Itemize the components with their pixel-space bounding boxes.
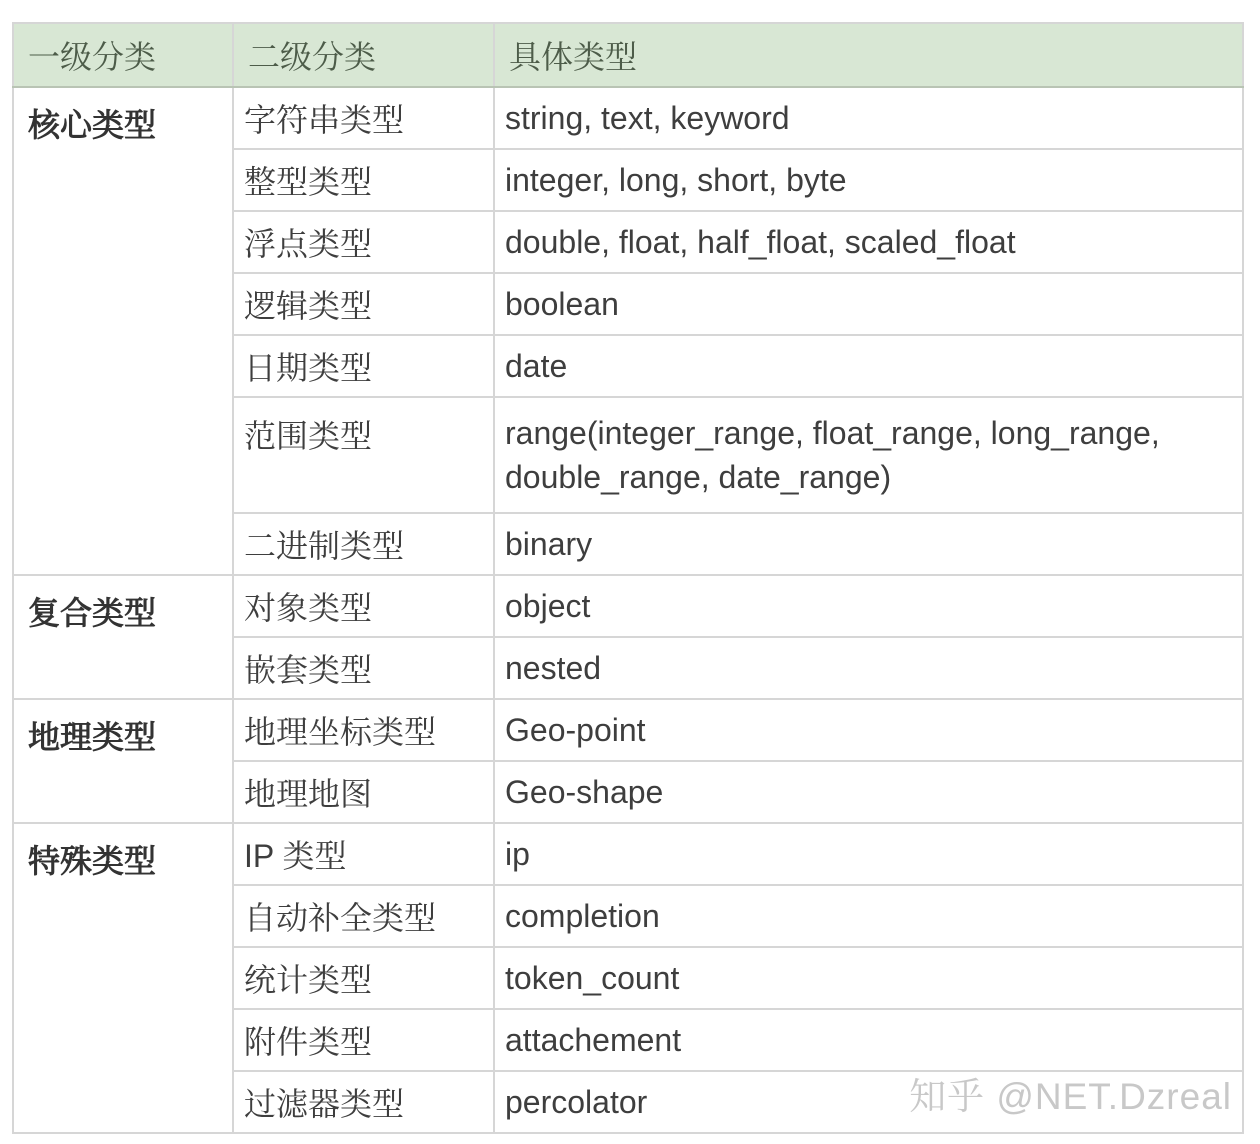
subcategory-cell: IP 类型 bbox=[233, 823, 494, 885]
types-cell: string, text, keyword bbox=[494, 87, 1243, 149]
subcategory-cell: 地理坐标类型 bbox=[233, 699, 494, 761]
subcategory-cell: 浮点类型 bbox=[233, 211, 494, 273]
watermark-text: 知乎 @NET.Dzreal bbox=[909, 1076, 1232, 1117]
subcategory-cell: 自动补全类型 bbox=[233, 885, 494, 947]
types-cell: Geo-shape bbox=[494, 761, 1243, 823]
types-cell: integer, long, short, byte bbox=[494, 149, 1243, 211]
subcategory-cell: 对象类型 bbox=[233, 575, 494, 637]
types-cell: token_count bbox=[494, 947, 1243, 1009]
column-header-level2: 二级分类 bbox=[233, 23, 494, 87]
subcategory-cell: 整型类型 bbox=[233, 149, 494, 211]
subcategory-cell: 附件类型 bbox=[233, 1009, 494, 1071]
data-types-table bbox=[12, 22, 1244, 1134]
types-cell: Geo-point bbox=[494, 699, 1243, 761]
watermark bbox=[909, 1066, 1232, 1120]
category-cell-core: 核心类型 bbox=[13, 87, 233, 575]
subcategory-cell: 二进制类型 bbox=[233, 513, 494, 575]
subcategory-cell: 统计类型 bbox=[233, 947, 494, 1009]
types-cell: boolean bbox=[494, 273, 1243, 335]
types-cell: percolator bbox=[494, 1071, 1243, 1133]
table-row bbox=[13, 699, 1243, 761]
types-cell: date bbox=[494, 335, 1243, 397]
category-cell-composite: 复合类型 bbox=[13, 575, 233, 699]
types-cell: object bbox=[494, 575, 1243, 637]
types-cell: ip bbox=[494, 823, 1243, 885]
header-row bbox=[13, 23, 1243, 87]
types-cell: binary bbox=[494, 513, 1243, 575]
subcategory-cell: 过滤器类型 bbox=[233, 1071, 494, 1133]
table-row bbox=[13, 823, 1243, 885]
column-header-types: 具体类型 bbox=[494, 23, 1243, 87]
subcategory-cell: 范围类型 bbox=[233, 397, 494, 513]
types-cell: double, float, half_float, scaled_float bbox=[494, 211, 1243, 273]
subcategory-cell: 日期类型 bbox=[233, 335, 494, 397]
subcategory-cell: 嵌套类型 bbox=[233, 637, 494, 699]
subcategory-cell: 逻辑类型 bbox=[233, 273, 494, 335]
types-cell: attachement bbox=[494, 1009, 1243, 1071]
types-cell: range(integer_range, float_range, long_range, double_range, date_range) bbox=[494, 397, 1243, 513]
types-cell: completion bbox=[494, 885, 1243, 947]
table-row bbox=[13, 87, 1243, 149]
types-cell: nested bbox=[494, 637, 1243, 699]
category-cell-geo: 地理类型 bbox=[13, 699, 233, 823]
category-cell-special: 特殊类型 bbox=[13, 823, 233, 1133]
subcategory-cell: 地理地图 bbox=[233, 761, 494, 823]
subcategory-cell: 字符串类型 bbox=[233, 87, 494, 149]
column-header-level1: 一级分类 bbox=[13, 23, 233, 87]
table-row bbox=[13, 575, 1243, 637]
